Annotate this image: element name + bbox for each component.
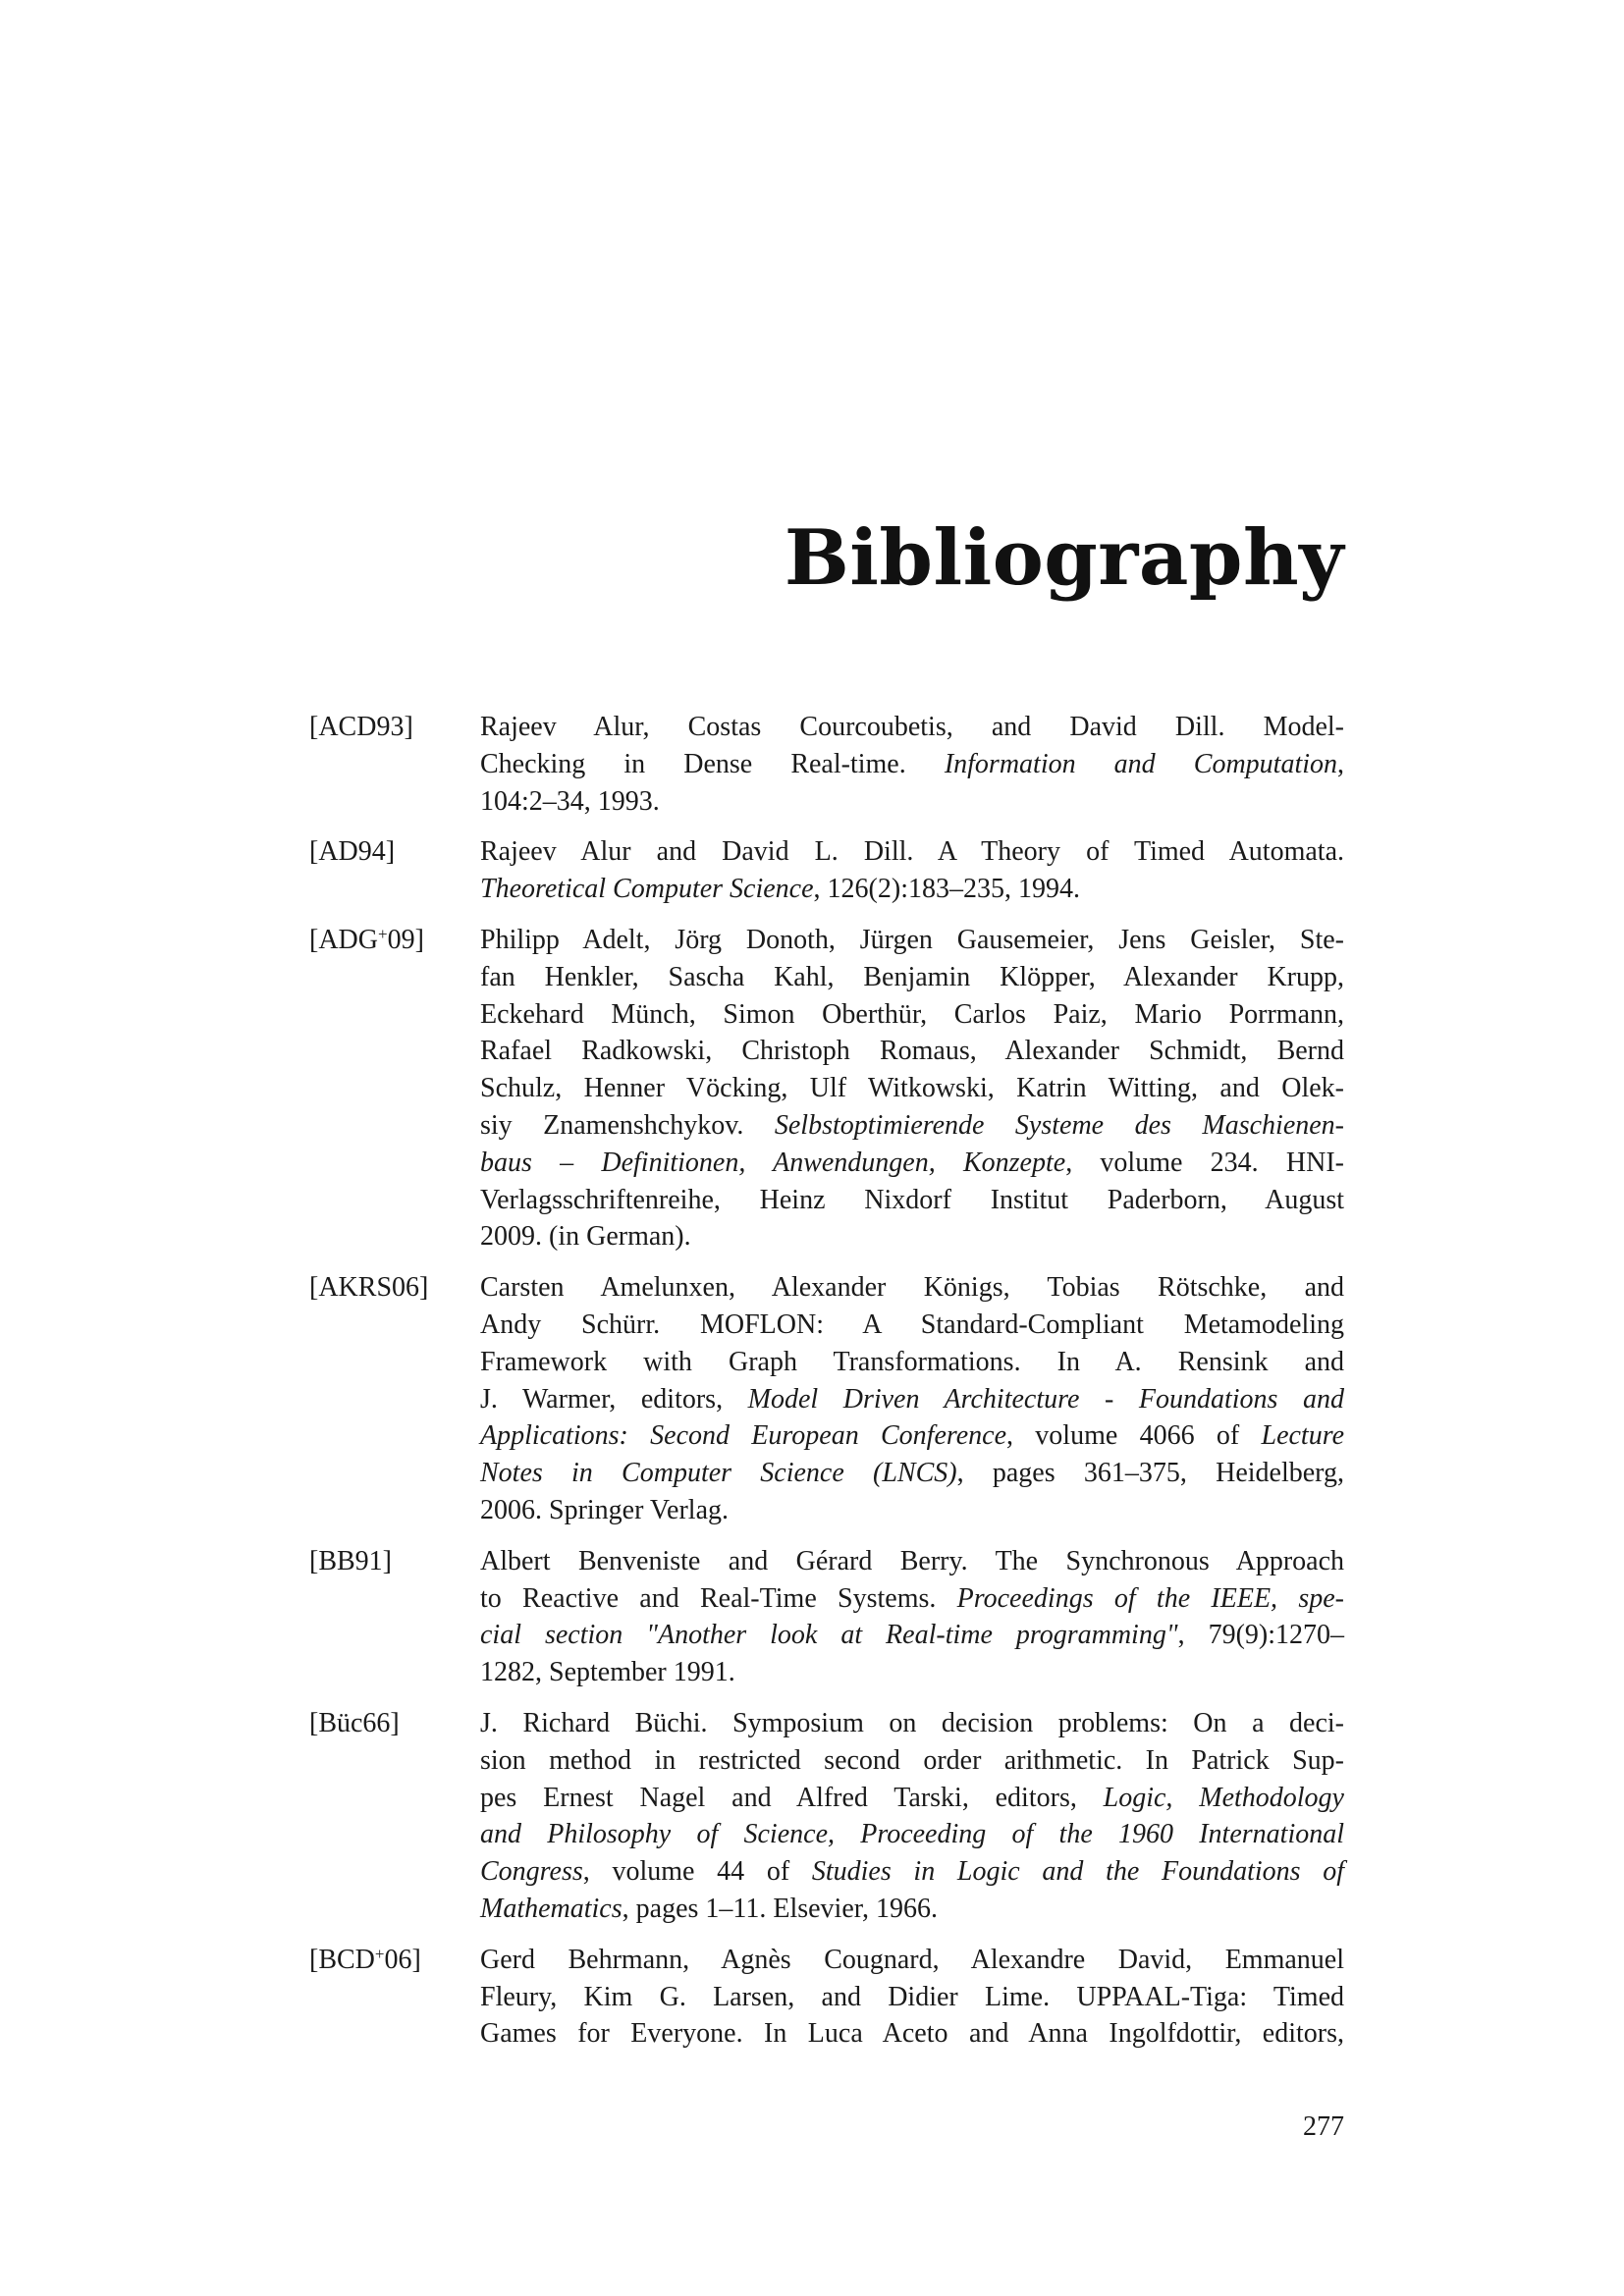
bib-text-line: Theoretical Computer Science, 126(2):183–235, 1994.: [480, 874, 1080, 905]
bib-text-line: Carsten Amelunxen, Alexander Königs, Tobias Rötschke, and: [480, 1272, 1344, 1304]
bib-text-line: 2009. (in German).: [480, 1221, 691, 1253]
bib-entry: [309, 1942, 1344, 2053]
bib-text-line: Eckehard Münch, Simon Oberthür, Carlos Paiz, Mario Porrmann,: [480, 998, 1344, 1030]
bib-key: [ACD93]: [309, 712, 413, 742]
bib-key: [Büc66]: [309, 1707, 400, 1738]
bib-text-line: Applications: Second European Conference, volume 4066 of Lecture: [480, 1420, 1344, 1452]
bib-text-line: 104:2–34, 1993.: [480, 785, 660, 817]
bib-text-line: pes Ernest Nagel and Alfred Tarski, editors, Logic, Methodology: [480, 1782, 1344, 1813]
bib-entry: [309, 1705, 1344, 1928]
bib-text-line: Framework with Graph Transformations. In A. Rensink and: [480, 1346, 1344, 1377]
bib-text-line: 2006. Springer Verlag.: [480, 1494, 729, 1525]
bib-text: [480, 1269, 1344, 1529]
bib-text-line: Games for Everyone. In Luca Aceto and Anna Ingolfdottir, editors,: [480, 2018, 1344, 2050]
bib-text: [480, 709, 1344, 820]
bib-text: [480, 833, 1344, 908]
page-number: 277: [1303, 2111, 1344, 2142]
bib-text-line: Gerd Behrmann, Agnès Cougnard, Alexandre David, Emmanuel: [480, 1944, 1344, 1975]
bib-key: [AKRS06]: [309, 1272, 429, 1304]
bib-text-line: Albert Benveniste and Gérard Berry. The Synchronous Approach: [480, 1545, 1344, 1576]
bib-text-line: cial section "Another look at Real-time programming", 79(9):1270–: [480, 1620, 1344, 1651]
bib-text-line: Checking in Dense Real-time. Information and Computation,: [480, 748, 1344, 779]
bib-text: [480, 1543, 1344, 1691]
bib-text-line: baus – Definitionen, Anwendungen, Konzepte, volume 234. HNI-: [480, 1147, 1344, 1178]
bib-text-line: J. Richard Büchi. Symposium on decision problems: On a deci-: [480, 1707, 1344, 1738]
bib-text: [480, 922, 1344, 1255]
bib-entry: [309, 709, 1344, 820]
bib-entry: [309, 1269, 1344, 1529]
bib-text-line: Mathematics, pages 1–11. Elsevier, 1966.: [480, 1893, 938, 1924]
bib-text-line: sion method in restricted second order arithmetic. In Patrick Sup-: [480, 1744, 1344, 1776]
bib-text: [480, 1705, 1344, 1928]
bibliography-list: [309, 709, 1344, 2066]
bib-text-line: J. Warmer, editors, Model Driven Architecture - Foundations and: [480, 1383, 1344, 1415]
bib-entry: [309, 1543, 1344, 1691]
bib-text-line: siy Znamenshchykov. Selbstoptimierende Systeme des Maschienen-: [480, 1109, 1344, 1141]
bib-text-line: Verlagsschriftenreihe, Heinz Nixdorf Institut Paderborn, August: [480, 1184, 1344, 1215]
bib-entry: [309, 833, 1344, 908]
bib-text-line: Fleury, Kim G. Larsen, and Didier Lime. UPPAAL-Tiga: Timed: [480, 1981, 1344, 2012]
bib-text-line: Philipp Adelt, Jörg Donoth, Jürgen Gausemeier, Jens Geisler, Ste-: [480, 924, 1344, 955]
bib-text-line: and Philosophy of Science, Proceeding of the 1960 International: [480, 1819, 1344, 1850]
bib-text-line: fan Henkler, Sascha Kahl, Benjamin Klöpper, Alexander Krupp,: [480, 961, 1344, 992]
bib-key: [BCD+06]: [309, 1944, 421, 1975]
bib-text-line: Congress, volume 44 of Studies in Logic and the Foundations of: [480, 1856, 1344, 1888]
bib-text-line: to Reactive and Real-Time Systems. Proceedings of the IEEE, spe-: [480, 1582, 1344, 1614]
bib-key: [BB91]: [309, 1545, 392, 1576]
bib-text: [480, 1942, 1344, 2053]
bib-text-line: Andy Schürr. MOFLON: A Standard-Compliant Metamodeling: [480, 1308, 1344, 1340]
bib-text-line: Rafael Radkowski, Christoph Romaus, Alexander Schmidt, Bernd: [480, 1036, 1344, 1067]
bib-text-line: 1282, September 1991.: [480, 1657, 735, 1688]
bib-key: [AD94]: [309, 836, 396, 868]
bib-text-line: Schulz, Henner Vöcking, Ulf Witkowski, Katrin Witting, and Olek-: [480, 1073, 1344, 1104]
page-title: Bibliography: [784, 513, 1344, 603]
bib-text-line: Notes in Computer Science (LNCS), pages 361–375, Heidelberg,: [480, 1458, 1345, 1489]
bib-key: [ADG+09]: [309, 924, 424, 955]
bib-entry: [309, 922, 1344, 1255]
bib-text-line: Rajeev Alur and David L. Dill. A Theory of Timed Automata.: [480, 836, 1344, 868]
bib-text-line: Rajeev Alur, Costas Courcoubetis, and David Dill. Model-: [480, 712, 1344, 742]
